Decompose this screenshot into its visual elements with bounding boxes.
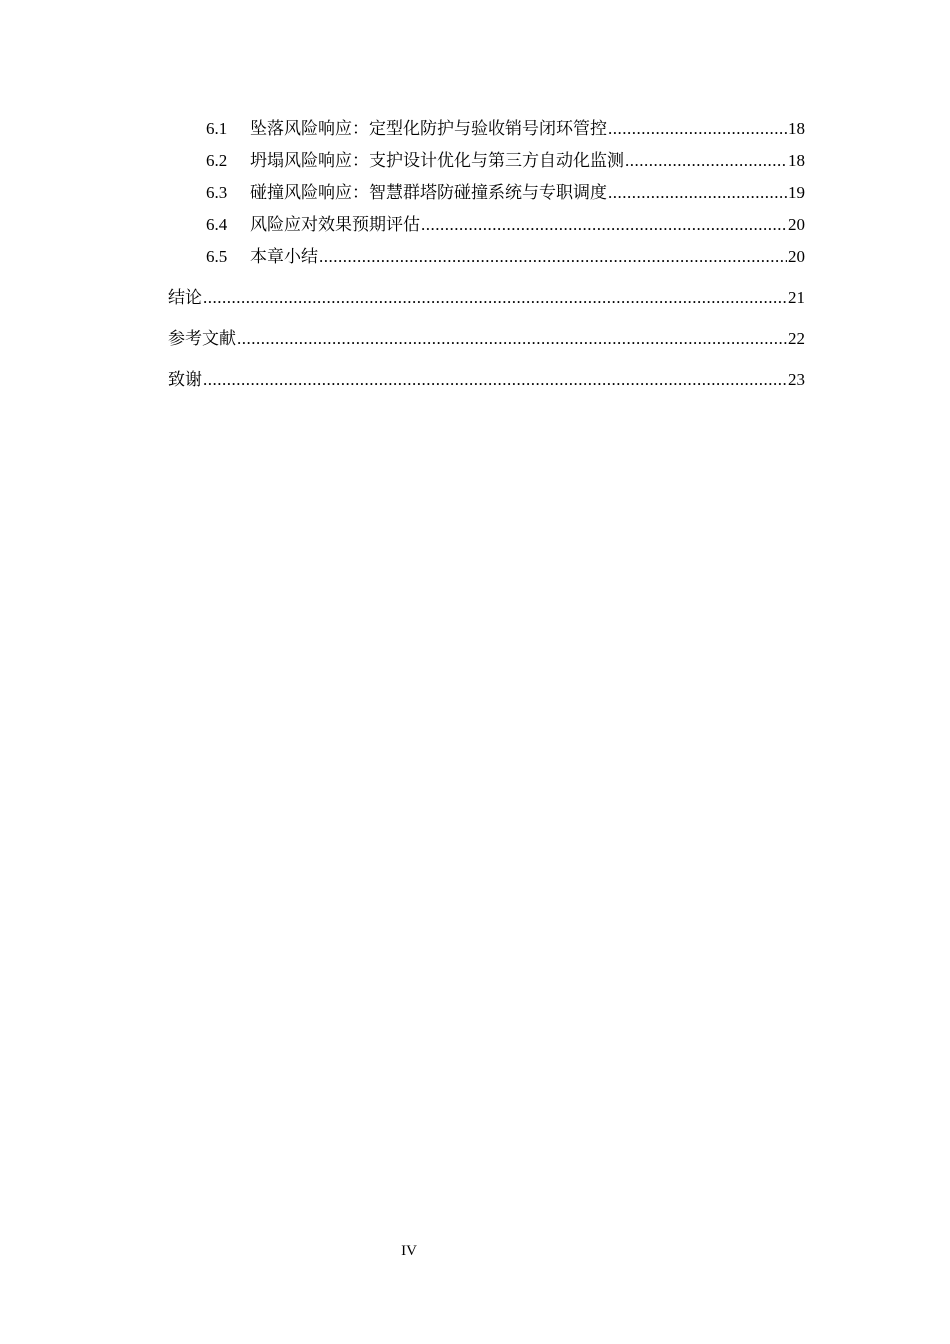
dot-leader	[608, 182, 787, 204]
toc-entry-page: 18	[788, 119, 805, 138]
toc-entry-title: 坍塌风险响应：支护设计优化与第三方自动化监测	[250, 151, 624, 170]
toc-entry-number: 6.5	[206, 247, 228, 266]
dot-leader	[608, 118, 787, 140]
toc-entry-number: 6.4	[206, 215, 228, 234]
toc-entry-page: 20	[788, 247, 805, 266]
dot-leader	[421, 214, 787, 236]
toc-entry-references[interactable]	[168, 328, 805, 369]
toc-entry-page: 20	[788, 215, 805, 234]
toc-entry-6-3[interactable]	[168, 182, 805, 214]
toc-entry-6-4[interactable]	[168, 214, 805, 246]
toc-entry-title: 风险应对效果预期评估	[250, 215, 420, 234]
toc-entry-page: 19	[788, 183, 805, 202]
dot-leader	[203, 287, 787, 309]
toc-entry-acknowledgements[interactable]	[168, 369, 805, 410]
toc-entry-page: 22	[788, 329, 805, 348]
toc-entry-page: 21	[788, 288, 805, 307]
dot-leader	[203, 369, 787, 391]
toc-entry-title: 本章小结	[250, 247, 318, 266]
dot-leader	[237, 328, 787, 350]
toc-entry-number: 6.3	[206, 183, 228, 202]
toc-entry-title: 致谢	[168, 370, 202, 390]
toc-entry-title: 坠落风险响应：定型化防护与验收销号闭环管控	[250, 119, 607, 138]
toc-entry-6-5[interactable]	[168, 246, 805, 287]
toc-entry-6-1[interactable]	[168, 118, 805, 150]
dot-leader	[319, 246, 787, 268]
toc-entry-number: 6.1	[206, 119, 228, 138]
toc-entry-page: 23	[788, 370, 805, 389]
toc-entry-title: 结论	[168, 288, 202, 308]
toc-entry-title: 参考文献	[168, 329, 236, 349]
toc-entry-title: 碰撞风险响应：智慧群塔防碰撞系统与专职调度	[250, 183, 607, 202]
toc-entry-number: 6.2	[206, 151, 228, 170]
table-of-contents	[168, 118, 805, 410]
toc-entry-conclusion[interactable]	[168, 287, 805, 328]
dot-leader	[625, 150, 787, 172]
toc-entry-page: 18	[788, 151, 805, 170]
page-number-footer: IV	[401, 1243, 417, 1259]
toc-entry-6-2[interactable]	[168, 150, 805, 182]
